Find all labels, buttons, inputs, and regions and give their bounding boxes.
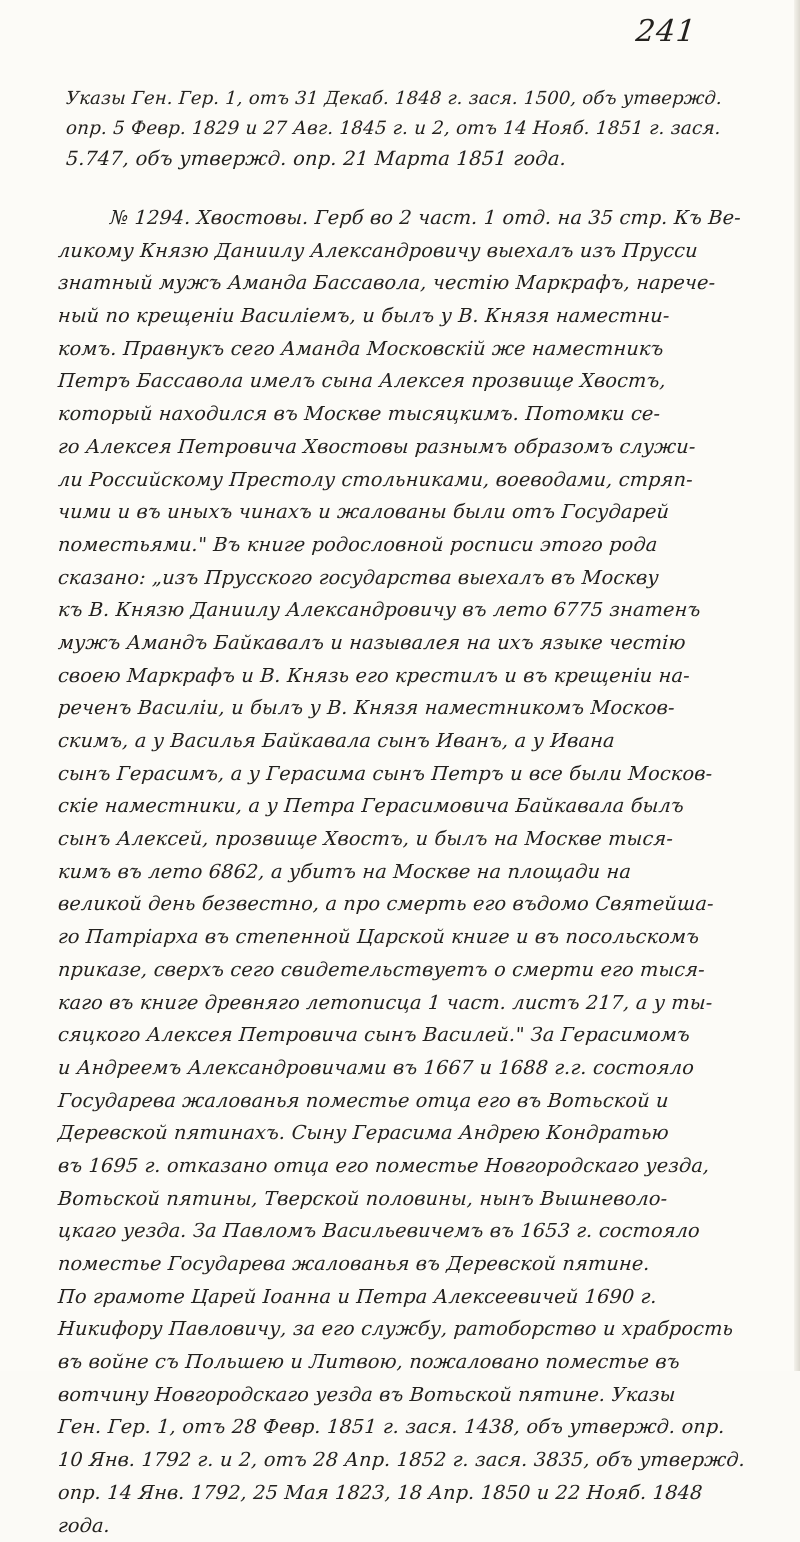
page-number: 241: [634, 14, 698, 49]
entry-line: реченъ Василіи, и былъ у В. Князя наместникомъ Москов-: [57, 692, 749, 725]
entry-line: цкаго уезда. За Павломъ Васильевичемъ въ 1653 г. состояло: [57, 1215, 749, 1248]
genealogy-entry-paragraph: [58, 202, 748, 1542]
entry-line: скіе наместники, а у Петра Герасимовича Байкавала былъ: [57, 790, 749, 823]
page-edge-shadow: [794, 0, 800, 1371]
entry-line: великой день безвестно, а про смерть его въдомо Святейша-: [57, 888, 749, 921]
entry-line: Государева жалованья поместье отца его въ Вотьской и: [57, 1085, 749, 1118]
entry-line: знатный мужъ Аманда Бассавола, честію Маркрафъ, нарече-: [57, 267, 749, 300]
entry-line: къ В. Князю Даниилу Александровичу въ лето 6775 знатенъ: [57, 594, 749, 627]
entry-line: го Алексея Петровича Хвостовы разнымъ образомъ служи-: [57, 431, 749, 464]
entry-line: № 1294. Хвостовы. Герб во 2 част. 1 отд. на 35 стр. Къ Ве-: [57, 202, 749, 235]
entry-line: Петръ Бассавола имелъ сына Алексея прозвище Хвостъ,: [57, 365, 749, 398]
entry-line: сяцкого Алексея Петровича сынъ Василей." За Герасимомъ: [57, 1019, 749, 1052]
entry-line: 10 Янв. 1792 г. и 2, отъ 28 Апр. 1852 г. зася. 3835, объ утвержд.: [57, 1444, 749, 1477]
entry-line: Вотьской пятины, Тверской половины, нынъ Вышневоло-: [57, 1183, 749, 1216]
entry-line: го Патріарха въ степенной Царской книге и въ посольскомъ: [57, 921, 749, 954]
entry-line: сказано: „изъ Прусского государства выехалъ въ Москву: [57, 562, 749, 595]
header-line: Указы Ген. Гер. 1, отъ 31 Декаб. 1848 г. зася. 1500, объ утвержд.: [65, 84, 727, 114]
entry-line: Ген. Гер. 1, отъ 28 Февр. 1851 г. зася. 1438, объ утвержд. опр.: [57, 1411, 749, 1444]
entry-line: каго въ книге древняго летописца 1 част. листъ 217, а у ты-: [57, 987, 749, 1020]
entry-line: который находился въ Москве тысяцкимъ. Потомки се-: [57, 398, 749, 431]
entry-line: мужъ Амандъ Байкавалъ и называлея на ихъ языке честію: [57, 627, 749, 660]
entry-line: въ войне съ Польшею и Литвою, пожаловано поместье въ: [57, 1346, 749, 1379]
entry-line: По грамоте Царей Іоанна и Петра Алексеевичей 1690 г.: [57, 1281, 749, 1314]
entry-line: въ 1695 г. отказано отца его поместье Новгородскаго уезда,: [57, 1150, 749, 1183]
header-line: 5.747, объ утвержд. опр. 21 Марта 1851 года.: [65, 144, 727, 174]
entry-line: кимъ въ лето 6862, а убитъ на Москве на площади на: [57, 856, 749, 889]
entry-line: Никифору Павловичу, за его службу, ратоборство и храбрость: [57, 1313, 749, 1346]
entry-line: вотчину Новгородскаго уезда въ Вотьской пятине. Указы: [57, 1379, 749, 1412]
entry-line: сынъ Алексей, прозвище Хвостъ, и былъ на Москве тыся-: [57, 823, 749, 856]
entry-line: Деревской пятинахъ. Сыну Герасима Андрею Кондратью: [57, 1117, 749, 1150]
entry-line: ли Российскому Престолу стольниками, воеводами, стряп-: [57, 464, 749, 497]
entry-line: опр. 14 Янв. 1792, 25 Мая 1823, 18 Апр. 1850 и 22 Нояб. 1848: [57, 1477, 749, 1510]
entry-line: года.: [57, 1510, 749, 1542]
entry-line: своею Маркрафъ и В. Князь его крестилъ и въ крещеніи на-: [57, 660, 749, 693]
entry-line: поместье Государева жалованья въ Деревской пятине.: [57, 1248, 749, 1281]
entry-line: приказе, сверхъ сего свидетельствуетъ о смерти его тыся-: [57, 954, 749, 987]
entry-line: комъ. Правнукъ сего Аманда Московскій же наместникъ: [57, 333, 749, 366]
entry-line: ликому Князю Даниилу Александровичу выехалъ изъ Прусси: [57, 235, 749, 268]
entry-line: ный по крещеніи Василіемъ, и былъ у В. Князя наместни-: [57, 300, 749, 333]
header-line: опр. 5 Февр. 1829 и 27 Авг. 1845 г. и 2, отъ 14 Нояб. 1851 г. зася.: [65, 114, 727, 144]
entry-line: сынъ Герасимъ, а у Герасима сынъ Петръ и все были Москов-: [57, 758, 749, 791]
decree-header-paragraph: [66, 84, 726, 174]
entry-line: и Андреемъ Александровичами въ 1667 и 1688 г.г. состояло: [57, 1052, 749, 1085]
entry-line: скимъ, а у Василья Байкавала сынъ Иванъ, а у Ивана: [57, 725, 749, 758]
entry-line: поместьями." Въ книге родословной росписи этого рода: [57, 529, 749, 562]
entry-line: чими и въ иныхъ чинахъ и жалованы были отъ Государей: [57, 496, 749, 529]
